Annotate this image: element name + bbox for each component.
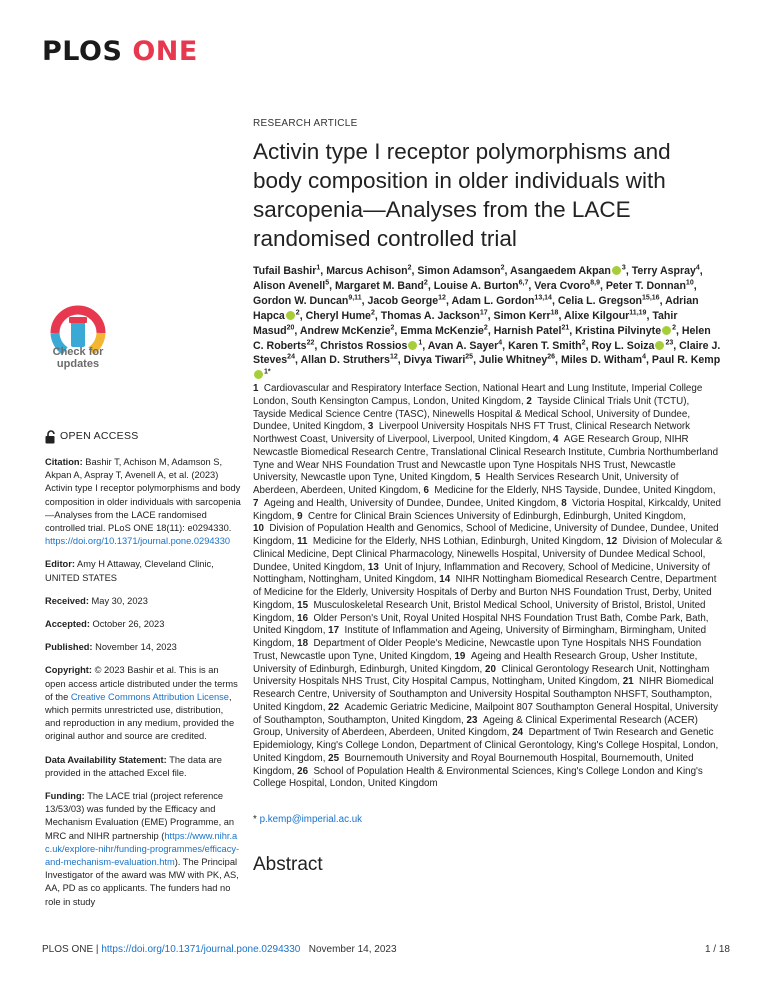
- author-name[interactable]: Karen T. Smith: [508, 339, 582, 352]
- affiliation-text: Medicine for the Elderly, NHS Tayside, Dundee, United Kingdom,: [428, 485, 716, 496]
- copyright: [45, 664, 241, 743]
- author-affiliation-marker: 24: [287, 353, 295, 361]
- logo-one: ONE: [132, 36, 198, 67]
- journal-logo[interactable]: [42, 36, 198, 67]
- corresponding-email-link[interactable]: p.kemp@imperial.ac.uk: [259, 814, 363, 825]
- author-name[interactable]: Adam L. Gordon: [451, 294, 535, 307]
- editor-text: Amy H Attaway, Cleveland Clinic, UNITED STATES: [45, 559, 214, 583]
- orcid-icon[interactable]: [286, 311, 295, 320]
- author-name[interactable]: Asangaedem Akpan: [510, 265, 611, 277]
- author-affiliation-marker: 2: [423, 279, 428, 287]
- funding-label: Funding:: [45, 791, 85, 802]
- affiliation-number: 10: [253, 523, 264, 535]
- citation: [45, 456, 241, 548]
- author-name[interactable]: Jacob George: [367, 294, 439, 307]
- abstract-heading: Abstract: [253, 854, 323, 875]
- author-name[interactable]: Roy L. Soiza: [591, 339, 655, 352]
- affiliation-number: 26: [297, 765, 309, 777]
- data-availability-text: The data are provided in the attached Excel file.: [45, 754, 222, 778]
- affiliation-text: Ageing & Clinical Experimental Research (ACER) Group, University of Aberdeen, Aberdeen, United Kingdom,: [253, 714, 698, 739]
- received-label: Received:: [45, 595, 89, 606]
- badge-line1: Check for: [52, 346, 104, 358]
- author-affiliation-marker: 1: [316, 264, 321, 272]
- author-name[interactable]: Andrew McKenzie: [299, 324, 391, 337]
- author-affiliation-marker: 2: [295, 309, 300, 317]
- author-name[interactable]: Simon Kerr: [493, 309, 551, 322]
- affiliation-number: 6: [423, 485, 429, 496]
- published: [45, 641, 241, 654]
- affiliation-text: Ageing and Health Research Group, Usher Institute, University of Edinburgh, Edinburgh, United Kingdom,: [253, 650, 698, 675]
- affiliation-text: Clinical Gerontology Research Unit, Nottingham University Hospitals NHS Trust, City Hospital Campus, Nottingham, United Kingdom,: [253, 663, 710, 688]
- article-type: RESEARCH ARTICLE: [253, 118, 358, 129]
- citation-text: Bashir T, Achison M, Adamson S, Akpan A, Aspray T, Avenell A, et al. (2023) Activin type I receptor polymorphisms and body composition in older individuals with sarcopenia—Analyses from the LACE randomised controlled trial. PLoS ONE 18(11): e0294330.: [45, 457, 241, 534]
- author-affiliation-marker: 2: [581, 339, 586, 346]
- author-list: Tufail Bashir$^1$, Marcus Achison$^2$, Simon Adamson$^2$, Asangaedem Akpan $^3$, Terry Aspray$^4$, Alison Avenell$^5$, Margaret M. Band$^2$, Louise A. Burton$^{6,7}$, Vera Cvoro$^{8,9}$, Peter T. Donnan$^{10}$, Gordon W. Duncan$^{9,11}$, Jacob George$^{12}$, Adam L. Gordon$^{13,14}$, Celia L. Gregson$^{15,16}$, Adrian Hapca $^2$, Cheryl Hume$^2$, Thomas A. Jackson$^{17}$, Simon Kerr$^{18}$, Alixe Kilgour$^{11,19}$, Tahir Masud$^{20}$, Andrew McKenzie$^2$, Emma McKenzie$^2$, Harnish Patel$^{21}$, Kristina Pilvinyte $^2$, Helen C. Roberts$^{22}$, Christos Rossios $^1$, Avan A. Sayer$^4$, Karen T. Smith$^2$, Roy L. Soiza $^{23}$, Claire J. Steves$^{24}$, Allan D. Struthers$^{12}$, Divya Tiwari$^{25}$, Julie Whitney$^{26}$, Miles D. Witham$^4$, Paul R. Kemp$^{1*}$: [253, 264, 723, 383]
- author-affiliation-marker: 1: [418, 339, 423, 346]
- author-name[interactable]: Tahir Masud: [253, 309, 678, 337]
- open-access-label: [45, 430, 241, 444]
- author-affiliation-marker: 21: [561, 324, 570, 332]
- copyright-label: Copyright:: [45, 665, 92, 676]
- affiliation-number: 2: [526, 395, 532, 407]
- author-name[interactable]: Peter T. Donnan: [605, 279, 686, 292]
- footer-separator: |: [95, 944, 99, 955]
- author-affiliation-marker: 23: [665, 339, 674, 346]
- open-lock-icon: [45, 430, 56, 444]
- page-number: 1 / 18: [704, 944, 730, 955]
- author-name[interactable]: Helen C. Roberts: [253, 324, 711, 352]
- page-footer: [42, 944, 730, 955]
- author-affiliation-marker: 4: [642, 353, 646, 361]
- author-name[interactable]: Harnish Patel: [493, 324, 562, 337]
- affiliation-text: Academic Geriatric Medicine, Mailpoint 807 Southampton General Hospital, University of Southampton, Southampton, United Kingdom,: [253, 701, 719, 726]
- affiliation-number: 23: [466, 714, 478, 726]
- orcid-icon[interactable]: [655, 341, 664, 350]
- affiliation-number: 21: [622, 676, 634, 688]
- affiliation-number: 16: [297, 612, 309, 624]
- author-affiliation-marker: 1*: [264, 368, 271, 376]
- received: [45, 595, 241, 608]
- orcid-icon[interactable]: [254, 370, 263, 379]
- author-name[interactable]: Adrian Hapca: [253, 294, 699, 322]
- author-affiliation-marker: 12: [389, 353, 398, 361]
- author-name[interactable]: Miles D. Witham: [560, 354, 643, 367]
- author-name[interactable]: Simon Adamson: [417, 265, 501, 277]
- author-affiliation-marker: 6,7: [518, 279, 529, 287]
- citation-doi-link[interactable]: https://doi.org/10.1371/journal.pone.0294330: [45, 536, 231, 547]
- affiliation-number: 1: [253, 383, 259, 394]
- affiliation-text: Bournemouth University and Royal Bournemouth Hospital, Bournemouth, United Kingdom,: [253, 752, 694, 777]
- citation-label: Citation:: [45, 457, 83, 467]
- footer-date: November 14, 2023: [308, 944, 397, 955]
- affiliation-text: Older Person's Unit, Royal United Hospital NHS Foundation Trust Bath, Combe Park, Bath, United Kingdom,: [253, 612, 709, 637]
- author-name[interactable]: Vera Cvoro: [534, 279, 591, 292]
- affiliation-text: Division of Population Health and Genomics, School of Medicine, University of Dundee, Dundee, United Kingdom,: [253, 523, 719, 547]
- article-title: Activin type I receptor polymorphisms and body composition in older individuals with sarcopenia—Analyses from the LACE randomised controlled trial: [253, 139, 671, 251]
- footer-doi-link[interactable]: https://doi.org/10.1371/journal.pone.0294330: [101, 944, 301, 955]
- received-date: May 30, 2023: [91, 595, 148, 606]
- affiliation-text: Centre for Clinical Brain Sciences University of Edinburgh, Edinburgh, United Kingdom,: [302, 510, 686, 522]
- copyright-text: © 2023 Bashir et al. This is an open access article distributed under the terms of the: [45, 665, 238, 702]
- affiliation-text: Department of Older People's Medicine, Newcastle upon Tyne Hospitals NHS Foundation Trust, Newcastle upon Tyne, United Kingdom,: [253, 638, 702, 662]
- affiliation-text: Medicine for the Elderly, NHS Lothian, Edinburgh, United Kingdom,: [307, 536, 607, 547]
- affiliation-number: 9: [297, 510, 303, 522]
- author-name[interactable]: Cheryl Hume: [305, 309, 371, 322]
- affiliation-text: Tayside Clinical Trials Unit (TCTU), Tayside Medical Science Centre (TASC), Ninewells Hospital & Medical School, University of Dundee, Dundee, United Kingdom,: [253, 395, 691, 433]
- funding-text: The LACE trial (project reference 13/53/03) was funded by the Efficacy and Mechanism Evaluation (EME) Programme, an MRC and NIHR partnership (: [45, 791, 235, 841]
- corresponding-mark: *: [253, 814, 257, 825]
- affiliation-number: 22: [328, 701, 340, 713]
- author-affiliation-marker: 10: [685, 279, 694, 287]
- affiliation-text: School of Population Health & Environmental Sciences, King's College London and King's College Hospital, London, United Kingdom: [253, 765, 703, 790]
- affiliation-text: Health Services Research Unit, University of Aberdeen, Aberdeen, United Kingdom,: [253, 472, 679, 496]
- author-affiliation-marker: 2: [390, 324, 395, 332]
- author-affiliation-marker: 25: [465, 353, 474, 361]
- affiliation-text: Liverpool University Hospitals NHS FT Trust, Clinical Research Network Northwest Coast, University of Liverpool, Liverpool, United Kingdom,: [253, 421, 691, 445]
- affiliation-number: 4: [553, 434, 559, 445]
- author-affiliation-marker: 22: [306, 339, 315, 346]
- affiliation-number: 15: [297, 599, 309, 611]
- author-name[interactable]: Alixe Kilgour: [563, 309, 630, 322]
- author-name[interactable]: Paul R. Kemp: [651, 354, 721, 367]
- published-date: November 14, 2023: [95, 642, 177, 653]
- affiliation-number: 13: [367, 561, 379, 573]
- author-name[interactable]: Gordon W. Duncan: [253, 294, 349, 307]
- author-affiliation-marker: 4: [498, 339, 503, 346]
- affiliation-text: Ageing and Health, University of Dundee, Dundee, United Kingdom,: [258, 497, 562, 509]
- author-affiliation-marker: 8,9: [590, 279, 600, 287]
- corresponding-author: [253, 814, 362, 825]
- badge-line2: updates: [56, 358, 100, 370]
- author-affiliation-marker: 11,19: [629, 309, 647, 317]
- footer-journal: PLOS ONE: [42, 944, 94, 955]
- badge-label: [42, 346, 114, 370]
- affiliation-number: 17: [328, 625, 340, 637]
- author-affiliation-marker: 18: [550, 309, 559, 317]
- author-name[interactable]: Celia L. Gregson: [557, 294, 643, 307]
- affiliation-text: NIHR Nottingham Biomedical Research Centre, Department of Medicine for the Elderly, University Hospitals of Derby and Burton NHS Foundation Trust, Derby, United Kingdom,: [253, 574, 717, 611]
- author-name[interactable]: Emma McKenzie: [400, 324, 484, 337]
- logo-plos: PLOS: [42, 36, 123, 67]
- author-affiliation-marker: 26: [547, 353, 556, 361]
- orcid-icon[interactable]: [612, 266, 621, 275]
- affiliation-number: 5: [474, 472, 481, 484]
- author-name[interactable]: Alison Avenell: [253, 279, 326, 292]
- author-affiliation-marker: 5: [325, 279, 330, 287]
- affiliation-text: Division of Molecular & Clinical Medicine, Dept Clinical Pharmacology, Ninewells Hospital, University of Dundee Medical School, Dundee, United Kingdom,: [253, 536, 723, 573]
- copyright-text-2: , which permits unrestricted use, distribution, and reproduction in any medium, provided the original author and source are credited.: [45, 691, 235, 742]
- affiliation-number: 18: [297, 638, 309, 649]
- author-affiliation-marker: 2: [370, 309, 375, 317]
- author-affiliation-marker: 17: [479, 309, 488, 317]
- affiliation-number: 24: [512, 727, 524, 739]
- data-availability: [45, 754, 241, 780]
- author-affiliation-marker: 9,11: [348, 294, 362, 302]
- affiliation-number: 19: [454, 650, 466, 662]
- affiliation-text: NIHR Biomedical Research Centre, University of Southampton and University Hospital Southampton NHSFT, Southampton, United Kingdom,: [253, 676, 714, 713]
- affiliations: [253, 383, 723, 791]
- data-availability-label: Data Availability Statement:: [45, 754, 167, 765]
- orcid-icon[interactable]: [408, 341, 417, 350]
- author-name[interactable]: Avan A. Sayer: [427, 339, 499, 352]
- author-affiliation-marker: 3: [621, 264, 626, 272]
- author-affiliation-marker: 15,16: [642, 294, 660, 302]
- affiliation-text: Victoria Hospital, Kirkcaldy, United Kingdom,: [253, 497, 721, 522]
- author-affiliation-marker: 2: [500, 264, 505, 272]
- editor: [45, 558, 241, 584]
- author-affiliation-marker: 4: [695, 264, 700, 272]
- author-name[interactable]: Louise A. Burton: [433, 279, 519, 292]
- affiliation-text: Department of Twin Research and Genetic Epidemiology, King's College London, Department of Clinical Gerontology, King's College Hospital, London, United Kingdom,: [253, 727, 719, 764]
- author-name[interactable]: Margaret M. Band: [335, 279, 424, 292]
- editor-label: Editor:: [45, 559, 75, 570]
- affiliation-number: 25: [328, 752, 340, 764]
- affiliation-number: 3: [367, 421, 374, 433]
- affiliation-text: Institute of Inflammation and Ageing, University of Birmingham, Birmingham, United Kingdom,: [253, 625, 707, 649]
- author-name[interactable]: Thomas A. Jackson: [380, 309, 480, 322]
- author-affiliation-marker: 2: [672, 324, 676, 332]
- author-name[interactable]: Julie Whitney: [478, 354, 548, 367]
- license-link[interactable]: Creative Commons Attribution License: [70, 691, 229, 702]
- affiliation-number: 14: [439, 574, 451, 586]
- affiliation-text: Unit of Injury, Inflammation and Recovery, School of Medicine, University of Nottingham, Nottingham, United Kingdom,: [253, 561, 711, 586]
- author-affiliation-marker: 2: [407, 264, 412, 272]
- author-name[interactable]: Marcus Achison: [326, 265, 408, 277]
- author-name[interactable]: Claire J. Steves: [253, 339, 721, 367]
- article-info-sidebar: [45, 430, 241, 919]
- accepted-date: October 26, 2023: [92, 619, 165, 630]
- affiliation-text: Cardiovascular and Respiratory Interface Section, National Heart and Lung Institute, Imperial College London, South Kensington Campus, London, United Kingdom,: [253, 383, 703, 407]
- accepted: [45, 618, 241, 631]
- affiliation-number: 7: [253, 497, 259, 509]
- funding: [45, 790, 241, 909]
- affiliation-number: 11: [297, 536, 308, 547]
- author-name[interactable]: Divya Tiwari: [403, 354, 466, 367]
- author-name[interactable]: Allan D. Struthers: [300, 354, 390, 367]
- affiliation-number: 20: [485, 663, 496, 675]
- affiliation-number: 12: [606, 536, 618, 547]
- author-name[interactable]: Kristina Pilvinyte: [575, 324, 662, 337]
- author-name[interactable]: Christos Rossios: [320, 339, 408, 352]
- funding-link[interactable]: https://www.nihr.ac.uk/explore-nihr/funding-programmes/efficacy-and-mechanism-evaluation.htm: [45, 830, 240, 868]
- open-access-text: OPEN ACCESS: [60, 430, 139, 443]
- author-affiliation-marker: 12: [438, 294, 446, 302]
- affiliation-text: Musculoskeletal Research Unit, Bristol Medical School, University of Bristol, Bristol, United Kingdom,: [253, 599, 706, 624]
- affiliation-text: AGE Research Group, NIHR Newcastle Biomedical Research Centre, Translational Clinical Research Institute, Cumbria Northumberland Tyne and Wear NHS Foundation Trust and Newcastle upon Tyne Hospitals NHS Trust, Newcastle University, Newcastle upon Tyne, United Kingdom,: [253, 434, 719, 484]
- accepted-label: Accepted:: [45, 619, 90, 630]
- author-name[interactable]: Terry Aspray: [631, 265, 696, 277]
- author-affiliation-marker: 13,14: [534, 294, 552, 302]
- crossmark-icon: [43, 303, 113, 383]
- author-affiliation-marker: 2: [483, 324, 488, 332]
- author-name[interactable]: Tufail Bashir: [253, 265, 317, 277]
- affiliation-number: 8: [561, 497, 567, 509]
- author-affiliation-marker: 20: [286, 324, 295, 332]
- orcid-icon[interactable]: [662, 326, 671, 335]
- funding-text-2: ). The Principal Investigator of the award was MW with PK, AS, AA, PD as co applicants. The funders had no role in study: [45, 857, 239, 907]
- published-label: Published:: [45, 642, 93, 653]
